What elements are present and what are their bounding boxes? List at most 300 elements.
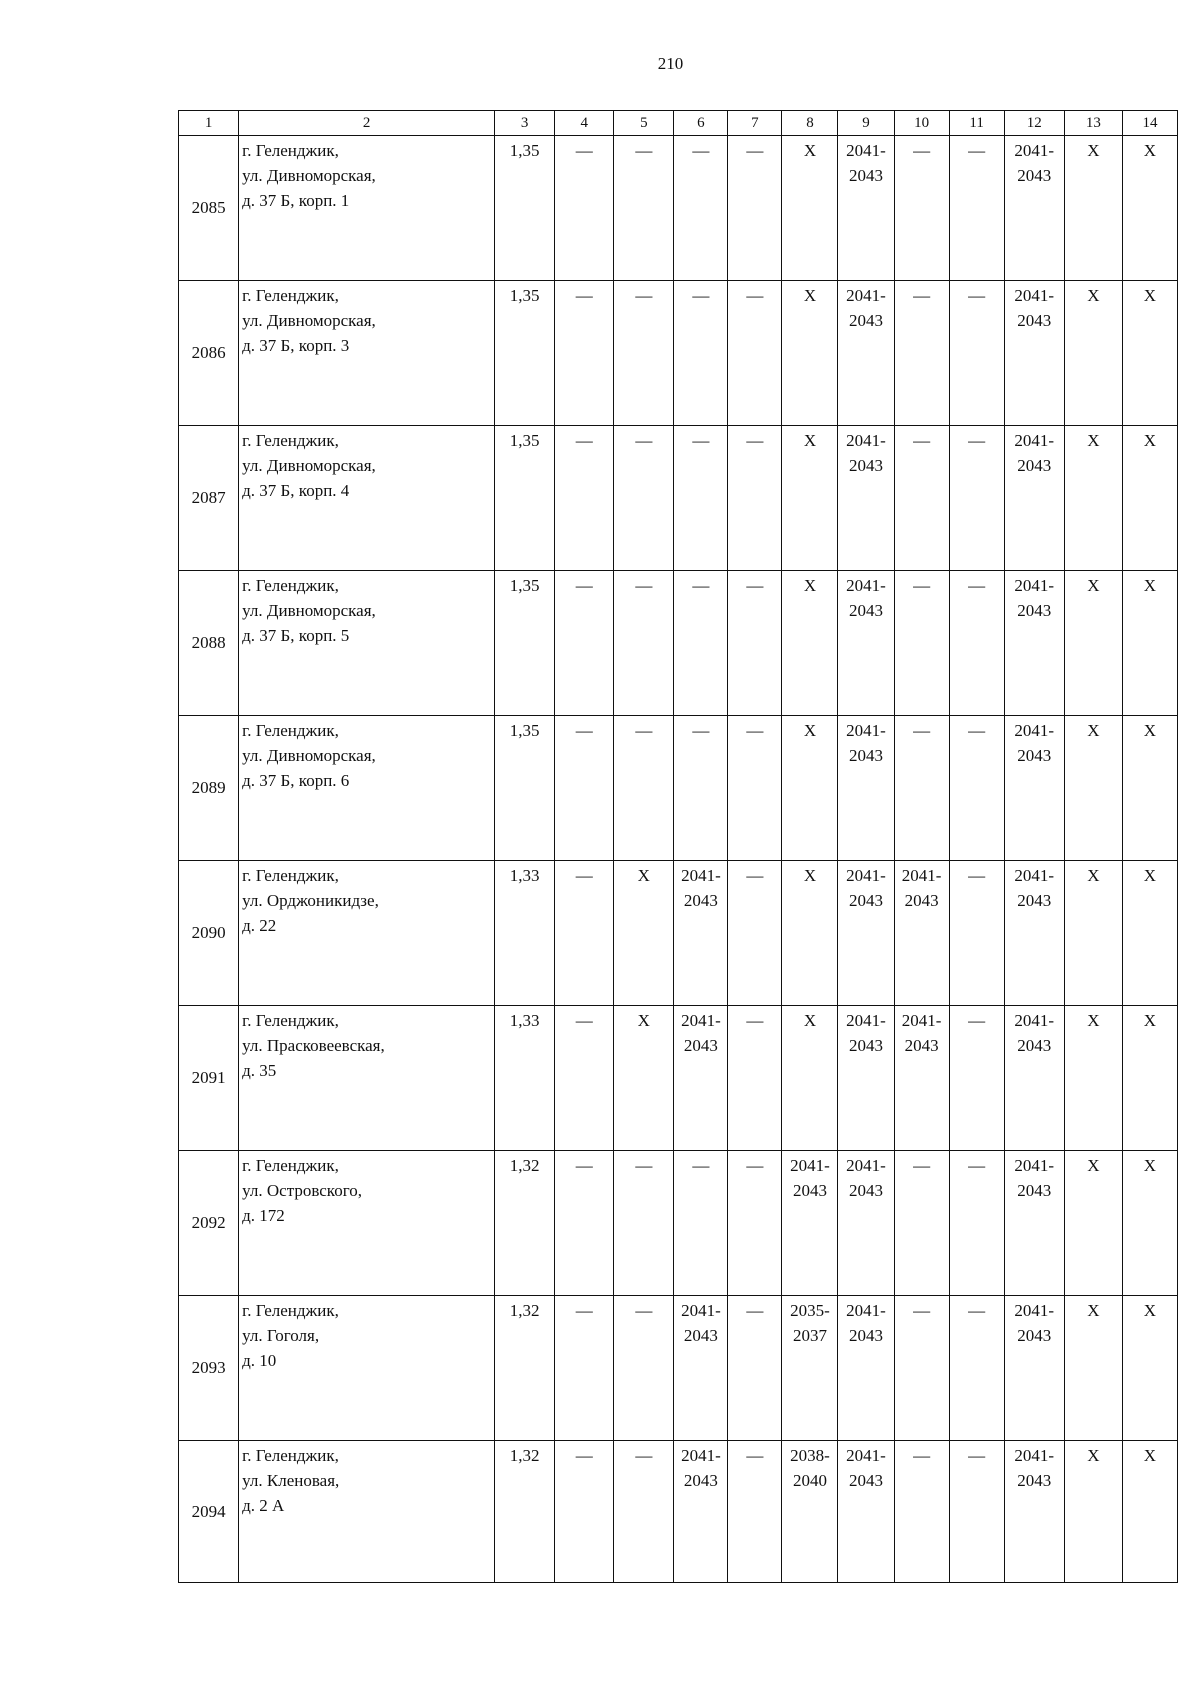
- cell-value: —: [635, 576, 653, 595]
- cell-value: Х: [1087, 286, 1100, 305]
- cell-value: 2041-: [846, 576, 886, 595]
- value-cell-col-14: [1122, 136, 1177, 281]
- cell-value: 2043: [1017, 1326, 1052, 1345]
- cell-value: 2043: [849, 456, 884, 475]
- value-cell-col-10: [894, 1151, 949, 1296]
- cell-value: Х: [803, 286, 817, 305]
- cell-value: 2043: [1017, 746, 1052, 765]
- value-cell-col-13: [1064, 426, 1122, 571]
- value-cell-col-13: [1064, 1441, 1122, 1583]
- cell-value: 1,32: [509, 1446, 540, 1465]
- value-cell-col-7: [728, 1296, 782, 1441]
- cell-value: 2043: [683, 891, 718, 910]
- value-cell-col-3: [495, 1151, 555, 1296]
- value-cell-col-6: [674, 1296, 728, 1441]
- cell-value: Х: [1087, 1011, 1100, 1030]
- value-cell-col-11: [949, 1296, 1004, 1441]
- row-number-cell: 2094: [179, 1441, 239, 1583]
- address-line: г. Геленджик,: [242, 1301, 339, 1320]
- cell-value: —: [575, 576, 593, 595]
- value-cell-col-9: [838, 716, 894, 861]
- address-line: ул. Дивноморская,: [242, 456, 376, 475]
- cell-value: —: [746, 866, 764, 885]
- value-cell-col-6: [674, 426, 728, 571]
- cell-value: 2041-: [1014, 721, 1055, 740]
- cell-value: —: [575, 1301, 593, 1320]
- column-header: 1: [179, 111, 239, 136]
- value-cell-col-12: [1004, 426, 1064, 571]
- cell-value: Х: [1143, 1301, 1157, 1320]
- value-cell-col-8: [782, 1151, 838, 1296]
- value-cell-col-6: [674, 281, 728, 426]
- cell-value: —: [575, 866, 593, 885]
- row-number-cell: 2089: [179, 716, 239, 861]
- value-cell-col-14: [1122, 1441, 1177, 1583]
- value-cell-col-10: [894, 426, 949, 571]
- value-cell-col-9: [838, 426, 894, 571]
- address-line: ул. Гоголя,: [242, 1326, 320, 1345]
- value-cell-col-13: [1064, 571, 1122, 716]
- cell-value: —: [968, 576, 986, 595]
- row-number-cell: 2092: [179, 1151, 239, 1296]
- address-line: ул. Дивноморская,: [242, 601, 376, 620]
- cell-value: —: [746, 286, 764, 305]
- cell-value: 2043: [849, 166, 884, 185]
- value-cell-col-7: [728, 1006, 782, 1151]
- address-line: д. 37 Б, корп. 1: [242, 191, 350, 210]
- value-cell-col-12: [1004, 571, 1064, 716]
- address-line: г. Геленджик,: [242, 1446, 339, 1465]
- value-cell-col-7: [728, 861, 782, 1006]
- value-cell-col-6: [674, 716, 728, 861]
- cell-value: —: [635, 141, 653, 160]
- cell-value: 2043: [1017, 166, 1052, 185]
- column-header: 3: [495, 111, 555, 136]
- value-cell-col-9: [838, 136, 894, 281]
- address-cell: [239, 1296, 495, 1441]
- cell-value: —: [968, 141, 986, 160]
- table-row: [179, 861, 1178, 1006]
- value-cell-col-10: [894, 136, 949, 281]
- value-cell-col-5: [614, 716, 674, 861]
- table-row: [179, 136, 1178, 281]
- value-cell-col-7: [728, 1441, 782, 1583]
- cell-value: 2043: [904, 891, 939, 910]
- value-cell-col-4: [555, 1006, 614, 1151]
- value-cell-col-11: [949, 861, 1004, 1006]
- address-cell: [239, 1441, 495, 1583]
- value-cell-col-4: [555, 136, 614, 281]
- cell-value: 2041-: [846, 1446, 886, 1465]
- address-cell: [239, 281, 495, 426]
- value-cell-col-9: [838, 861, 894, 1006]
- cell-value: 1,32: [509, 1301, 540, 1320]
- address-cell: [239, 861, 495, 1006]
- column-header: 7: [728, 111, 782, 136]
- row-number-cell: 2087: [179, 426, 239, 571]
- row-number-cell: 2091: [179, 1006, 239, 1151]
- value-cell-col-14: [1122, 281, 1177, 426]
- address-line: ул. Дивноморская,: [242, 746, 376, 765]
- value-cell-col-12: [1004, 136, 1064, 281]
- value-cell-col-4: [555, 861, 614, 1006]
- address-line: д. 172: [242, 1206, 285, 1225]
- cell-value: Х: [1087, 1446, 1100, 1465]
- cell-value: Х: [1087, 1156, 1100, 1175]
- cell-value: 2041-: [846, 431, 886, 450]
- value-cell-col-5: [614, 1296, 674, 1441]
- value-cell-col-14: [1122, 861, 1177, 1006]
- cell-value: —: [913, 1446, 931, 1465]
- cell-value: Х: [1143, 1011, 1157, 1030]
- value-cell-col-4: [555, 716, 614, 861]
- cell-value: Х: [1143, 576, 1157, 595]
- value-cell-col-10: [894, 716, 949, 861]
- value-cell-col-12: [1004, 716, 1064, 861]
- value-cell-col-11: [949, 571, 1004, 716]
- cell-value: Х: [803, 866, 817, 885]
- cell-value: —: [635, 286, 653, 305]
- cell-value: 2043: [683, 1326, 718, 1345]
- value-cell-col-4: [555, 1441, 614, 1583]
- cell-value: Х: [1143, 1156, 1157, 1175]
- cell-value: —: [746, 1156, 764, 1175]
- cell-value: 2043: [1017, 1471, 1052, 1490]
- value-cell-col-6: [674, 861, 728, 1006]
- cell-value: Х: [1087, 1301, 1100, 1320]
- address-line: д. 37 Б, корп. 4: [242, 481, 350, 500]
- cell-value: —: [575, 286, 593, 305]
- value-cell-col-5: [614, 136, 674, 281]
- cell-value: Х: [1087, 576, 1100, 595]
- column-header: 12: [1004, 111, 1064, 136]
- value-cell-col-9: [838, 1441, 894, 1583]
- cell-value: 2041-: [846, 721, 886, 740]
- cell-value: Х: [1087, 431, 1100, 450]
- cell-value: —: [746, 1011, 764, 1030]
- cell-value: —: [692, 431, 710, 450]
- cell-value: 2041-: [846, 1011, 886, 1030]
- cell-value: Х: [803, 721, 817, 740]
- column-header: 2: [239, 111, 495, 136]
- cell-value: 2041-: [846, 286, 886, 305]
- value-cell-col-11: [949, 426, 1004, 571]
- cell-value: 2043: [849, 891, 884, 910]
- cell-value: —: [968, 721, 986, 740]
- value-cell-col-8: [782, 861, 838, 1006]
- address-line: г. Геленджик,: [242, 721, 339, 740]
- cell-value: 2041-: [846, 1301, 886, 1320]
- column-header: 14: [1122, 111, 1177, 136]
- cell-value: —: [635, 1301, 653, 1320]
- cell-value: —: [575, 1011, 593, 1030]
- address-line: ул. Дивноморская,: [242, 166, 376, 185]
- cell-value: —: [575, 431, 593, 450]
- cell-value: —: [968, 1156, 986, 1175]
- cell-value: —: [575, 1156, 593, 1175]
- value-cell-col-14: [1122, 571, 1177, 716]
- cell-value: 2043: [849, 1326, 884, 1345]
- row-number-cell: 2090: [179, 861, 239, 1006]
- cell-value: 2043: [683, 1471, 718, 1490]
- value-cell-col-14: [1122, 1151, 1177, 1296]
- cell-value: 2041-: [681, 1301, 721, 1320]
- value-cell-col-10: [894, 1006, 949, 1151]
- address-cell: [239, 136, 495, 281]
- cell-value: —: [746, 576, 764, 595]
- value-cell-col-3: [495, 716, 555, 861]
- value-cell-col-7: [728, 571, 782, 716]
- value-cell-col-13: [1064, 1296, 1122, 1441]
- cell-value: Х: [637, 866, 650, 885]
- cell-value: Х: [803, 576, 817, 595]
- cell-value: 2040: [792, 1471, 827, 1490]
- value-cell-col-8: [782, 1296, 838, 1441]
- cell-value: —: [635, 1446, 653, 1465]
- value-cell-col-8: [782, 281, 838, 426]
- value-cell-col-12: [1004, 1441, 1064, 1583]
- cell-value: 1,32: [509, 1156, 540, 1175]
- value-cell-col-5: [614, 571, 674, 716]
- address-line: ул. Орджоникидзе,: [242, 891, 379, 910]
- address-line: д. 10: [242, 1351, 277, 1370]
- address-line: ул. Кленовая,: [242, 1471, 340, 1490]
- row-number-cell: 2088: [179, 571, 239, 716]
- address-line: г. Геленджик,: [242, 286, 339, 305]
- address-line: д. 37 Б, корп. 6: [242, 771, 350, 790]
- value-cell-col-5: [614, 281, 674, 426]
- cell-value: 1,35: [509, 431, 540, 450]
- value-cell-col-5: [614, 426, 674, 571]
- value-cell-col-9: [838, 1151, 894, 1296]
- value-cell-col-4: [555, 281, 614, 426]
- address-line: г. Геленджик,: [242, 1156, 339, 1175]
- cell-value: 2043: [1017, 456, 1052, 475]
- cell-value: 1,35: [509, 721, 540, 740]
- value-cell-col-6: [674, 1151, 728, 1296]
- address-cell: [239, 571, 495, 716]
- cell-value: Х: [803, 141, 817, 160]
- value-cell-col-7: [728, 136, 782, 281]
- cell-value: 2041-: [901, 1011, 942, 1030]
- table-row: [179, 716, 1178, 861]
- table-body: [179, 136, 1178, 1583]
- cell-value: 2041-: [1014, 1156, 1055, 1175]
- cell-value: Х: [1143, 721, 1157, 740]
- cell-value: —: [968, 286, 986, 305]
- cell-value: 2043: [849, 746, 884, 765]
- value-cell-col-5: [614, 1441, 674, 1583]
- cell-value: —: [913, 721, 931, 740]
- cell-value: 2043: [849, 311, 884, 330]
- cell-value: 2043: [1017, 1181, 1052, 1200]
- cell-value: 2038-: [790, 1446, 830, 1465]
- cell-value: —: [968, 1446, 986, 1465]
- cell-value: —: [913, 1156, 931, 1175]
- value-cell-col-13: [1064, 281, 1122, 426]
- row-number-cell: 2085: [179, 136, 239, 281]
- cell-value: —: [635, 721, 653, 740]
- cell-value: 2041-: [681, 1446, 721, 1465]
- cell-value: —: [968, 866, 986, 885]
- address-cell: [239, 1006, 495, 1151]
- cell-value: —: [692, 286, 710, 305]
- cell-value: —: [913, 141, 931, 160]
- cell-value: 2041-: [901, 866, 942, 885]
- cell-value: —: [746, 141, 764, 160]
- table-row: [179, 426, 1178, 571]
- cell-value: 2043: [904, 1036, 939, 1055]
- cell-value: —: [913, 576, 931, 595]
- cell-value: —: [692, 576, 710, 595]
- cell-value: —: [575, 1446, 593, 1465]
- cell-value: 2041-: [846, 866, 886, 885]
- cell-value: 2041-: [1014, 1301, 1055, 1320]
- cell-value: Х: [1087, 866, 1100, 885]
- address-line: г. Геленджик,: [242, 576, 339, 595]
- cell-value: —: [635, 1156, 653, 1175]
- value-cell-col-8: [782, 1441, 838, 1583]
- address-line: д. 35: [242, 1061, 277, 1080]
- value-cell-col-3: [495, 426, 555, 571]
- value-cell-col-13: [1064, 861, 1122, 1006]
- cell-value: —: [968, 1011, 986, 1030]
- column-header: 5: [614, 111, 674, 136]
- address-cell: [239, 1151, 495, 1296]
- cell-value: —: [746, 1301, 764, 1320]
- address-line: г. Геленджик,: [242, 866, 339, 885]
- cell-value: —: [746, 431, 764, 450]
- value-cell-col-12: [1004, 861, 1064, 1006]
- value-cell-col-11: [949, 136, 1004, 281]
- value-cell-col-5: [614, 861, 674, 1006]
- address-line: д. 37 Б, корп. 3: [242, 336, 350, 355]
- row-number-cell: 2093: [179, 1296, 239, 1441]
- value-cell-col-10: [894, 281, 949, 426]
- column-header: 9: [838, 111, 894, 136]
- cell-value: 2043: [1017, 601, 1052, 620]
- value-cell-col-3: [495, 1441, 555, 1583]
- value-cell-col-6: [674, 1006, 728, 1151]
- cell-value: 2043: [849, 1471, 884, 1490]
- value-cell-col-4: [555, 1296, 614, 1441]
- cell-value: Х: [1143, 141, 1157, 160]
- cell-value: 2043: [1017, 1036, 1052, 1055]
- cell-value: 2041-: [1014, 576, 1055, 595]
- value-cell-col-8: [782, 716, 838, 861]
- cell-value: 2041-: [681, 866, 721, 885]
- address-line: д. 37 Б, корп. 5: [242, 626, 350, 645]
- cell-value: 2043: [792, 1181, 827, 1200]
- address-line: г. Геленджик,: [242, 1011, 339, 1030]
- value-cell-col-13: [1064, 716, 1122, 861]
- value-cell-col-3: [495, 861, 555, 1006]
- value-cell-col-7: [728, 426, 782, 571]
- cell-value: Х: [1143, 866, 1157, 885]
- cell-value: 2041-: [1014, 431, 1055, 450]
- value-cell-col-8: [782, 1006, 838, 1151]
- cell-value: Х: [1087, 721, 1100, 740]
- cell-value: 2035-: [790, 1301, 830, 1320]
- value-cell-col-3: [495, 281, 555, 426]
- address-line: ул. Прасковеевская,: [242, 1036, 385, 1055]
- value-cell-col-6: [674, 136, 728, 281]
- cell-value: 2041-: [1014, 141, 1055, 160]
- value-cell-col-8: [782, 426, 838, 571]
- value-cell-col-4: [555, 426, 614, 571]
- value-cell-col-8: [782, 571, 838, 716]
- address-line: ул. Дивноморская,: [242, 311, 376, 330]
- value-cell-col-14: [1122, 716, 1177, 861]
- value-cell-col-4: [555, 571, 614, 716]
- column-header: 4: [555, 111, 614, 136]
- value-cell-col-11: [949, 1006, 1004, 1151]
- cell-value: —: [746, 1446, 764, 1465]
- address-cell: [239, 716, 495, 861]
- value-cell-col-11: [949, 716, 1004, 861]
- value-cell-col-3: [495, 1296, 555, 1441]
- value-cell-col-13: [1064, 136, 1122, 281]
- value-cell-col-9: [838, 1296, 894, 1441]
- cell-value: —: [746, 721, 764, 740]
- cell-value: Х: [637, 1011, 650, 1030]
- value-cell-col-7: [728, 1151, 782, 1296]
- cell-value: —: [913, 1301, 931, 1320]
- value-cell-col-7: [728, 716, 782, 861]
- cell-value: 1,35: [509, 576, 540, 595]
- housing-register-table: [178, 110, 1178, 1583]
- value-cell-col-11: [949, 1151, 1004, 1296]
- cell-value: Х: [803, 431, 817, 450]
- cell-value: 1,33: [509, 1011, 540, 1030]
- cell-value: Х: [1143, 1446, 1157, 1465]
- value-cell-col-5: [614, 1151, 674, 1296]
- value-cell-col-12: [1004, 281, 1064, 426]
- address-line: д. 2 А: [242, 1496, 285, 1515]
- cell-value: Х: [1143, 431, 1157, 450]
- cell-value: —: [575, 721, 593, 740]
- value-cell-col-4: [555, 1151, 614, 1296]
- table-row: [179, 281, 1178, 426]
- column-header: 6: [674, 111, 728, 136]
- cell-value: 2041-: [846, 141, 886, 160]
- address-cell: [239, 426, 495, 571]
- cell-value: Х: [803, 1011, 817, 1030]
- cell-value: 2041-: [681, 1011, 721, 1030]
- column-header: 8: [782, 111, 838, 136]
- cell-value: 1,33: [509, 866, 540, 885]
- column-header: 11: [949, 111, 1004, 136]
- cell-value: Х: [1143, 286, 1157, 305]
- value-cell-col-12: [1004, 1006, 1064, 1151]
- cell-value: 1,35: [509, 286, 540, 305]
- cell-value: 2043: [1017, 891, 1052, 910]
- cell-value: —: [913, 286, 931, 305]
- column-header: 13: [1064, 111, 1122, 136]
- value-cell-col-14: [1122, 1296, 1177, 1441]
- column-number-header-row: [179, 111, 1178, 136]
- cell-value: 2041-: [1014, 1011, 1055, 1030]
- value-cell-col-14: [1122, 426, 1177, 571]
- column-header: 10: [894, 111, 949, 136]
- cell-value: 2041-: [1014, 1446, 1055, 1465]
- cell-value: 2041-: [790, 1156, 830, 1175]
- page-number: 210: [657, 54, 684, 73]
- value-cell-col-10: [894, 861, 949, 1006]
- address-line: г. Геленджик,: [242, 431, 339, 450]
- value-cell-col-6: [674, 1441, 728, 1583]
- cell-value: 2043: [849, 1181, 884, 1200]
